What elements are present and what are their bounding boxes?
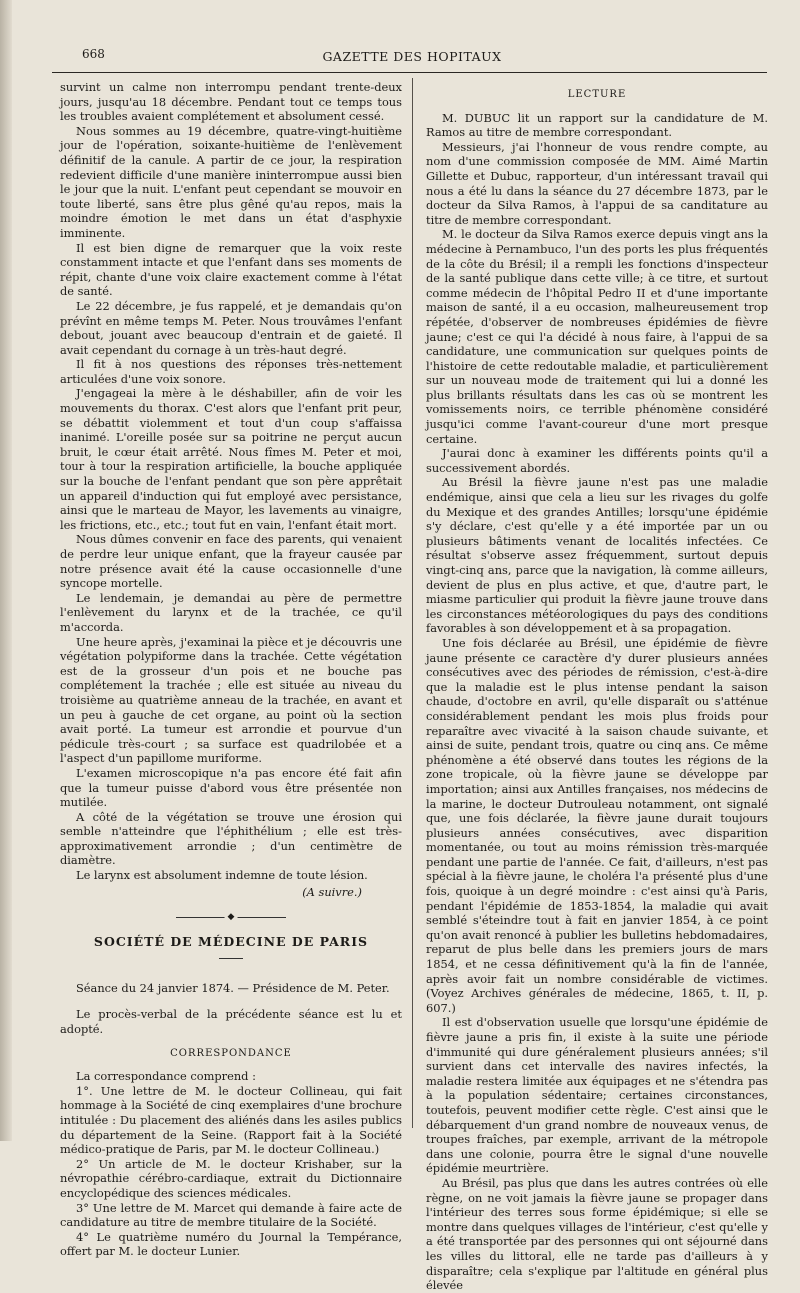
paragraph: Une heure après, j'examinai la pièce et je découvris une végétation polypiforme dans la trachée. Cette végétation est de la grosseur d'un pois et ne bouche pas complétement la trachée ; elle est située au niveau du troisième au quatrième anneau de la trachée, en avant et un peu à gauche de cet organe, au point où la section avait porté. La tumeur est arrondie et pourvue d'un pédicule très-court ; sa surface est quadrilobée et a l'aspect d'un papillome muriforme. bbox=[60, 634, 402, 766]
paragraph: Le 22 décembre, je fus rappelé, et je demandais qu'on prévînt en même temps M. Peter. Nous trouvâmes l'enfant debout, jouant avec beaucoup d'entrain et de gaieté. Il avait cependant du cornage à un très-haut degré. bbox=[60, 298, 402, 357]
running-title: GAZETTE DES HOPITAUX bbox=[322, 49, 502, 64]
page-number: 668 bbox=[82, 47, 105, 61]
left-column bbox=[60, 80, 402, 1259]
session-line: Séance du 24 janvier 1874. — Présidence de M. Peter. bbox=[76, 980, 390, 995]
paragraph: Au Brésil, pas plus que dans les autres contrées où elle règne, on ne voit jamais la fièvre jaune se propager dans l'intérieur des terres sous forme épidémique; si elle se montre dans quelques villages de l'intérieur, c'est qu'elle y a été transportée par des personnes qui ont séjourné dans les villes du littoral, elle ne tarde pas d'ailleurs à y disparaître; cela s'explique par l'altitude en général plus élevée bbox=[426, 1175, 768, 1293]
correspondence-item: 1°. Une lettre de M. le docteur Collineau, qui fait hommage à la Société de cinq exemplaires d'une brochure intitulée : Du placement des aliénés dans les asiles publics du département de la Seine. (Rapport fait à la Société médico-pratique de Paris, par M. le docteur Collineau.) bbox=[60, 1083, 402, 1157]
paragraph: M. DUBUC lit un rapport sur la candidature de M. Ramos au titre de membre correspondant. bbox=[426, 110, 768, 140]
paragraph: A côté de la végétation se trouve une érosion qui semble n'atteindre que l'éphithélium ; elle est très-approximativement arrondie ; d'un centimètre de diamètre. bbox=[60, 809, 402, 868]
right-column bbox=[426, 88, 768, 1293]
short-rule bbox=[219, 958, 243, 959]
paragraph: M. le docteur da Silva Ramos exerce depuis vingt ans la médecine à Pernambuco, l'un des ports les plus fréquentés de la côte du Brésil; il a rempli les fonctions d'inspecteur de la santé publique dans cette ville; à ce titre, et surtout comme médecin de l'hôpital Pedro II et d'une importante maison de santé, il a eu occasion, malheureusement trop répétée, d'observer de nombreuses épidémies de fièvre jaune; c'est ce qui l'a décidé à nous faire, à l'appui de sa candidature, une communication sur quelques points de l'histoire de cette redoutable maladie, et particulièrement sur un nouveau mode de traitement qui lui a donné les plus brillants résultats dans les cas où se montrent les vomissements noirs, ce terrible phénomène considéré jusqu'ici comme l'avant-coureur d'une mort presque certaine. bbox=[426, 227, 768, 446]
correspondence-item: 4° Le quatrième numéro du Journal la Tempérance, offert par M. le docteur Lunier. bbox=[60, 1229, 402, 1259]
header-rule bbox=[52, 72, 767, 73]
correspondence-item: 3° Une lettre de M. Marcet qui demande à faire acte de candidature au titre de membre titulaire de la Société. bbox=[60, 1200, 402, 1230]
paragraph: Il est d'observation usuelle que lorsqu'une épidémie de fièvre jaune a pris fin, il existe à la suite une période d'immunité qui dure généralement plusieurs années; s'il survient dans cet intervalle des navires infectés, la maladie restera limitée aux équipages et ne s'étendra pas à la population sédentaire; certaines circonstances, toutefois, peuvent modifier cette règle. C'est ainsi que le débarquement d'un grand nombre de nouveaux venus, de troupes fraîches, par exemple, arrivant de la métropole dans une colonie, pourra être le signal d'une nouvelle épidémie meurtrière. bbox=[426, 1015, 768, 1176]
lecture-heading: LECTURE bbox=[567, 89, 627, 100]
section-title: SOCIÉTÉ DE MÉDECINE DE PARIS bbox=[93, 934, 369, 950]
paragraph: Il est bien digne de remarquer que la voix reste constamment intacte et que l'enfant dans ses moments de répit, chante d'une voix claire exactement comme à l'état de santé. bbox=[60, 240, 402, 299]
paragraph: J'aurai donc à examiner les différents points qu'il a successivement abordés. bbox=[426, 446, 768, 475]
correspondence-heading: CORRESPONDANCE bbox=[170, 1047, 292, 1059]
paragraph: Une fois déclarée au Brésil, une épidémie de fièvre jaune présente ce caractère d'y durer plusieurs années consécutives avec des périodes de rémission, c'est-à-dire que la maladie est le plus intense pendant la saison chaude, d'octobre en avril, qu'elle disparaît ou s'atténue considérablement pendant les mois plus froids pour reparaître avec vivacité à la saison chaude suivante, et ainsi de suite, pendant trois, quatre ou cinq ans. Ce même phénomène a été observé dans toutes les régions de la zone tropicale, où la fièvre jaune se développe par importation; ainsi aux Antilles françaises, nos médecins de la marine, le docteur Dutrouleau notamment, ont signalé que, une fois déclarée, la fièvre jaune durait toujours plusieurs années consécutives, avec disparition momentanée, ou tout au moins rémission très-marquée pendant une partie de l'année. Ce fait, d'ailleurs, n'est pas spécial à la fièvre jaune, le choléra l'a présenté plus d'une fois, quoique à un degré moindre : c'est ainsi qu'à Paris, pendant l'épidémie de 1853-1854, la maladie qui avait semblé s'éteindre tout à fait en janvier 1854, à ce point qu'on avait renoncé à publier les bulletins hebdomadaires, reparut de plus belle dans les premiers jours de mars 1854, et ne cessa définitivement qu'à la fin de l'année, après avoir fait un nombre considérable de victimes. (Voyez Archives générales de médecine, 1865, t. II, p. 607.) bbox=[426, 635, 768, 1015]
paragraph: survint un calme non interrompu pendant trente-deux jours, jusqu'au 18 décembre. Pendant tout ce temps tous les troubles avaient complétement et absolument cessé. bbox=[60, 80, 402, 124]
column-divider bbox=[412, 78, 413, 1128]
paragraph: Le lendemain, je demandai au père de permettre l'enlèvement du larynx et de la trachée, ce qu'il m'accorda. bbox=[60, 590, 402, 634]
correspondence-item: 2° Un article de M. le docteur Krishaber, sur la névropathie cérébro-cardiaque, extrait du Dictionnaire encyclopédique des sciences médicales. bbox=[60, 1156, 402, 1200]
paragraph: J'engageai la mère à le déshabiller, afin de voir les mouvements du thorax. C'est alors que l'enfant prit peur, se débattit violemment et tout d'un coup s'affaissa inanimé. L'oreille posée sur sa poitrine ne perçut aucun bruit, le cœur était arrêté. Nous fîmes M. Peter et moi, tour à tour la respiration artificielle, la bouche appliquée sur la bouche de l'enfant pendant que son père apprêtait un appareil d'induction qui fut employé avec persistance, ainsi que le marteau de Mayor, les lavements au vinaigre, les frictions, etc., etc.; tout fut en vain, l'enfant était mort. bbox=[60, 386, 402, 532]
page-edge-shadow bbox=[0, 0, 12, 1141]
ornamental-divider bbox=[176, 913, 286, 921]
paragraph: Nous dûmes convenir en face des parents, qui venaient de perdre leur unique enfant, que la frayeur causée par notre présence avait été la cause occasionnelle d'une syncope mortelle. bbox=[60, 532, 402, 591]
paragraph: Il fit à nos questions des réponses très-nettement articulées d'une voix sonore. bbox=[60, 357, 402, 386]
paragraph: L'examen microscopique n'a pas encore été fait afin que la tumeur puisse d'abord vous être présentée non mutilée. bbox=[60, 765, 402, 810]
page-header bbox=[52, 45, 772, 69]
paragraph: Nous sommes au 19 décembre, quatre-vingt-huitième jour de l'opération, soixante-huitième de l'enlèvement définitif de la canule. A partir de ce jour, la respiration redevient difficile d'une manière ininterrompue aussi bien le jour que la nuit. L'enfant peut cependant se mouvoir en toute liberté, sans être plus gêné qu'au repos, mais la moindre émotion le met dans un état d'asphyxie imminente. bbox=[60, 123, 402, 240]
paragraph: Au Brésil la fièvre jaune n'est pas une maladie endémique, ainsi que cela a lieu sur les rivages du golfe du Mexique et des grandes Antilles; lorsqu'une épidémie s'y déclare, c'est qu'elle y a été importée par un ou plusieurs bâtiments venant de localités infectées. Ce résultat s'observe assez fréquemment, surtout depuis vingt-cinq ans, parce que la navigation, là comme ailleurs, devient de plus en plus active, et que, d'autre part, le miasme particulier qui produit la fièvre jaune trouve dans les circonstances météorologiques du pays des conditions favorables à son développement et à sa propagation. bbox=[426, 475, 768, 636]
minutes-line: Le procès-verbal de la précédente séance est lu et adopté. bbox=[60, 1007, 402, 1037]
paragraph: Le larynx est absolument indemne de toute lésion. bbox=[76, 868, 368, 883]
paragraph: Messieurs, j'ai l'honneur de vous rendre compte, au nom d'une commission composée de MM. Aimé Martin Gillette et Dubuc, rapporteur, d'un intéressant travail qui nous a été lu dans la séance du 27 décembre 1873, par le docteur da Silva Ramos, à l'appui de sa canditature au titre de membre correspondant. bbox=[426, 139, 768, 227]
correspondence-item: La correspondance comprend : bbox=[76, 1069, 256, 1084]
to-be-continued: (A suivre.) bbox=[302, 884, 362, 899]
